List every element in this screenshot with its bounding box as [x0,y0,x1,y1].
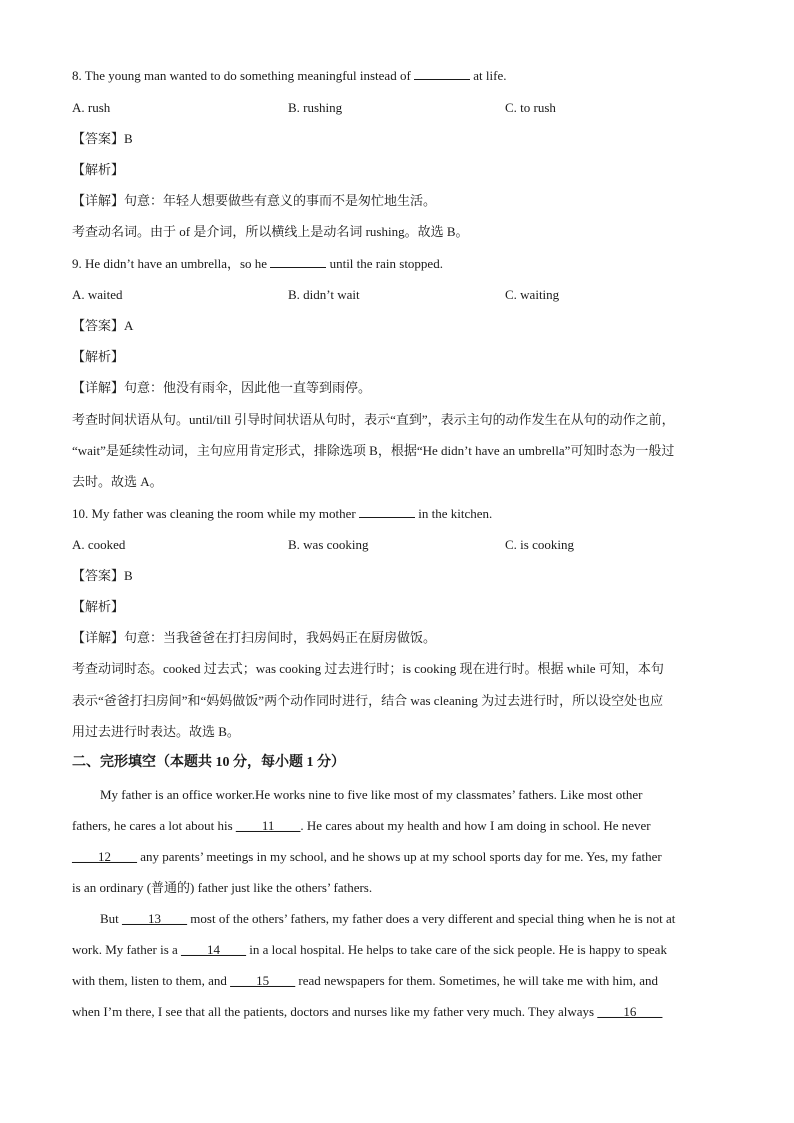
answer-line: 【答案】B [72,131,133,146]
answer-blank [270,256,326,268]
question-10-stem [72,506,722,522]
stem-text: 8. The young man wanted to do something meaningful instead of [72,68,415,83]
passage-text: But [100,911,123,926]
passage-line [72,818,722,834]
stem-text: until the rain stopped. [326,256,443,271]
cloze-blank-16: ____16____ [597,1004,663,1019]
answer-blank [414,68,470,80]
cloze-blank-15: ____15____ [230,973,296,988]
option-a: A. waited [72,287,123,302]
stem-text: at life. [470,68,507,83]
detail-line: 【详解】句意：年轻人想要做些有意义的事而不是匆忙地生活。 [72,193,437,208]
analysis-heading: 【解析】 [72,349,125,364]
option-a: A. rush [72,100,111,115]
explanation-line: 考查动词时态。cooked 过去式；was cooking 过去进行时；is cooking 现在进行时。根据 while 可知，本句 [72,661,664,676]
passage-line [100,911,722,927]
passage-text: when I’m there, I see that all the patients, doctors and nurses like my father very much. They always [72,1004,598,1019]
passage-line [72,942,722,958]
question-9-stem [72,256,722,272]
passage-line [72,849,722,865]
stem-text: in the kitchen. [415,506,493,521]
explanation-line: 考查动名词。由于 of 是介词，所以横线上是动名词 rushing。故选 B。 [72,224,469,239]
section-heading: 二、完形填空（本题共 10 分，每小题 1 分） [72,755,345,770]
passage-line [72,973,722,989]
passage-line [72,1004,722,1020]
detail-line: 【详解】句意：当我爸爸在打扫房间时，我妈妈正在厨房做饭。 [72,630,437,645]
stem-text: 9. He didn’t have an umbrella，so he [72,256,271,271]
option-a: A. cooked [72,537,126,552]
passage-line: is an ordinary (普通的) father just like the others’ fathers. [72,880,373,895]
passage-text: work. My father is a [72,942,182,957]
explanation-line: 表示“爸爸打扫房间”和“妈妈做饭”两个动作同时进行，结合 was cleaning 为过去进行时，所以设空处也应 [72,693,664,708]
cloze-blank-14: ____14____ [181,942,247,957]
stem-text: 10. My father was cleaning the room while my mother [72,506,360,521]
passage-text: read newspapers for them. Sometimes, he will take me with him, and [295,973,658,988]
passage-text: in a local hospital. He helps to take care of the sick people. He is happy to speak [246,942,667,957]
answer-line: 【答案】A [72,318,134,333]
explanation-line: 用过去进行时表达。故选 B。 [72,724,240,739]
explanation-line: 去时。故选 A。 [72,474,163,489]
analysis-heading: 【解析】 [72,162,125,177]
passage-text: with them, listen to them, and [72,973,231,988]
question-8-stem [72,68,722,84]
passage-text: fathers, he cares a lot about his [72,818,236,833]
cloze-blank-11: ____11____ [235,818,301,833]
option-b: B. didn’t wait [288,287,360,302]
analysis-heading: 【解析】 [72,599,125,614]
option-c: C. waiting [505,287,560,302]
answer-line: 【答案】B [72,568,133,583]
option-c: C. is cooking [505,537,574,552]
cloze-blank-12: ____12____ [72,849,137,864]
passage-text: . He cares about my health and how I am doing in school. He never [300,818,651,833]
cloze-blank-13: ____13____ [122,911,188,926]
detail-line: 【详解】句意：他没有雨伞，因此他一直等到雨停。 [72,380,372,395]
passage-line: My father is an office worker.He works nine to five like most of my classmates’ fathers. Like most other [100,787,643,802]
passage-text: most of the others’ fathers, my father does a very different and special thing when he is not at [187,911,676,926]
explanation-line: 考查时间状语从句。until/till 引导时间状语从句时，表示“直到”，表示主句的动作发生在从句的动作之前， [72,412,675,427]
explanation-line: “wait”是延续性动词，主句应用肯定形式，排除选项 B，根据“He didn’t have an umbrella”可知时态为一般过 [72,443,675,458]
option-b: B. rushing [288,100,343,115]
option-b: B. was cooking [288,537,369,552]
passage-text: any parents’ meetings in my school, and he shows up at my school sports day for me. Yes, my father [137,849,662,864]
answer-blank [359,506,415,518]
option-c: C. to rush [505,100,556,115]
